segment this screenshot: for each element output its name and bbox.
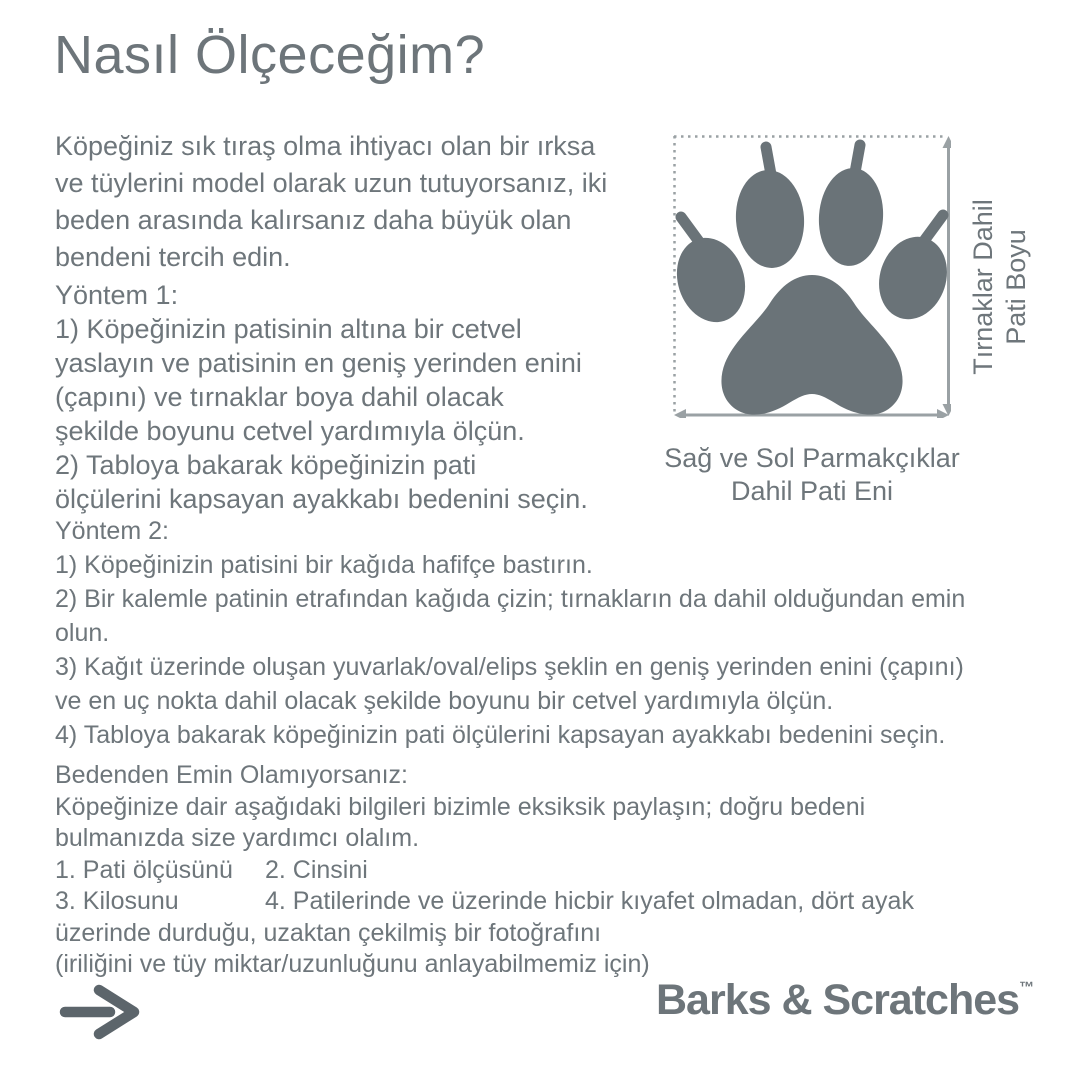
page-title: Nasıl Ölçeceğim? <box>54 25 486 85</box>
paw-width-label-line: Sağ ve Sol Parmakçıklar <box>664 443 960 473</box>
paw-width-label-line: Dahil Pati Eni <box>730 476 894 506</box>
next-arrow-icon[interactable] <box>58 984 142 1040</box>
method-1-line: (çapını) ve tırnaklar boya dahil olacak <box>55 382 504 412</box>
paw-pad <box>721 275 902 415</box>
method-2-heading: Yöntem 2: <box>55 517 169 545</box>
brand-name: Barks & Scratches <box>656 976 1020 1024</box>
list-item-3: 3. Kilosunu <box>55 887 179 915</box>
paw-measurement-diagram <box>673 135 951 418</box>
method-1-line: 2) Tabloya bakarak köpeğinizin pati <box>55 450 477 480</box>
brand-logo <box>656 976 1034 1025</box>
method-1-line: 1) Köpeğinizin patisinin altına bir cetvel <box>55 314 522 344</box>
unsure-line: bulmanızda size yardımcı olalım. <box>55 824 420 852</box>
unsure-section <box>55 760 1055 981</box>
paw-height-label-line: Tırnaklar Dahil <box>968 199 998 375</box>
paw-height-label-line: Pati Boyu <box>1001 229 1031 345</box>
unsure-line: Köpeğinize dair aşağıdaki bilgileri bizimle eksiksik paylaşın; doğru bedeni <box>55 792 866 821</box>
method-2-section <box>55 514 1055 752</box>
unsure-list-row <box>55 855 1055 887</box>
method-1-line: ölçülerini kapsayan ayakkabı bedenini seçin. <box>55 484 588 514</box>
dog-paw-print-icon <box>673 135 951 418</box>
unsure-heading: Bedenden Emin Olamıyorsanız: <box>55 761 408 789</box>
intro-line: beden arasında kalırsanız daha büyük olan <box>55 205 572 235</box>
width-measure-arrow <box>674 409 949 418</box>
method-1-heading: Yöntem 1: <box>55 280 179 310</box>
method-2-line: 1) Köpeğinizin patisini bir kağıda hafifçe bastırın. <box>55 551 593 579</box>
method-1-section <box>55 278 588 516</box>
method-2-line: 3) Kağıt üzerinde oluşan yuvarlak/oval/elips şeklin en geniş yerinden enini (çapını) <box>55 653 964 681</box>
intro-line: bendeni tercih edin. <box>55 242 291 272</box>
intro-line: Köpeğiniz sık tıraş olma ihtiyacı olan bir ırksa <box>55 131 596 161</box>
unsure-line: üzerinde durduğu, uzaktan çekilmiş bir fotoğrafını <box>55 918 602 947</box>
intro-line: ve tüylerini model olarak uzun tutuyorsanız, iki <box>55 168 608 198</box>
paw-claws <box>681 145 943 247</box>
intro-paragraph <box>55 128 607 276</box>
method-1-line: şekilde boyunu cetvel yardımıyla ölçün. <box>55 416 525 446</box>
paw-height-label <box>967 187 1037 387</box>
list-item-2: 2. Cinsini <box>265 855 368 884</box>
method-2-line: olun. <box>55 619 110 647</box>
method-1-line: yaslayın ve patisinin en geniş yerinden enini <box>55 348 582 378</box>
method-2-line: 2) Bir kalemle patinin etrafından kağıda çizin; tırnakların da dahil olduğundan emin <box>55 585 966 613</box>
method-2-line: ve en uç nokta dahil olacak şekilde boyunu bir cetvel yardımıyla ölçün. <box>55 687 834 715</box>
paw-width-label <box>648 442 976 508</box>
list-item-1: 1. Pati ölçüsünü <box>55 855 233 884</box>
trademark-symbol: ™ <box>1019 979 1035 996</box>
list-item-4: 4. Patilerinde ve üzerinde hicbir kıyafet olmadan, dört ayak <box>265 887 914 915</box>
method-2-line: 4) Tabloya bakarak köpeğinizin pati ölçülerini kapsayan ayakkabı bedenini seçin. <box>55 721 946 749</box>
unsure-list-row <box>55 886 1055 918</box>
unsure-line: (iriliğini ve tüy miktar/uzunluğunu anlayabilmemiz için) <box>55 950 650 978</box>
